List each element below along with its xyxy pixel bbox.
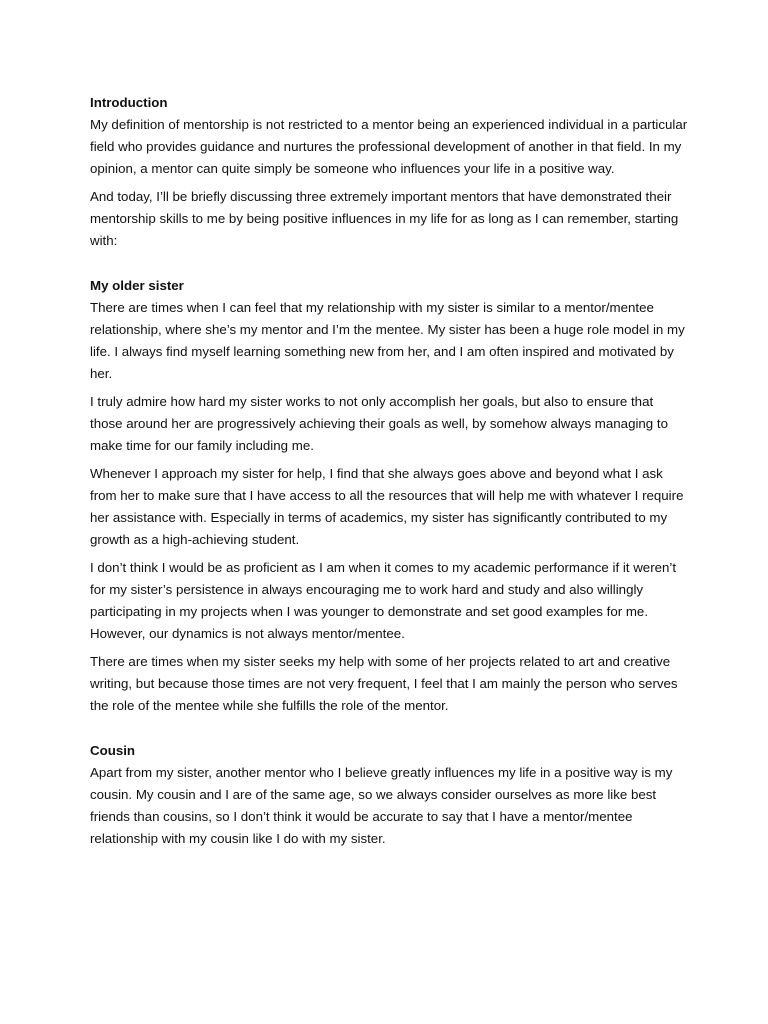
section-heading: My older sister: [90, 278, 184, 293]
paragraph: There are times when I can feel that my relationship with my sister is similar to a mentor/mentee relationship, where she’s my mentor and I’m the mentee. My sister has been a huge role model in my life. I always find myself learning something new from her, and I am often inspired and motivated by her.: [90, 300, 685, 381]
paragraph: I truly admire how hard my sister works to not only accomplish her goals, but also to ensure that those around her are progressively achieving their goals as well, by somehow always managing to make time for our family including me.: [90, 394, 668, 453]
section-cousin: [90, 740, 688, 850]
paragraph: And today, I’ll be briefly discussing three extremely important mentors that have demonstrated their mentorship skills to me by being positive influences in my life for as long as I can remember, starting with:: [90, 189, 679, 248]
section-older-sister: [90, 275, 688, 717]
paragraph: Whenever I approach my sister for help, I find that she always goes above and beyond what I ask from her to make sure that I have access to all the resources that will help me with whatever I require her assistance with. Especially in terms of academics, my sister has significantly contributed to my growth as a high-achieving student.: [90, 466, 684, 547]
section-heading: Cousin: [90, 743, 136, 758]
paragraph: I don’t think I would be as proficient as I am when it comes to my academic performance if it weren’t for my sister’s persistence in always encouraging me to work hard and study and also willingly participating in my projects when I was younger to demonstrate and set good examples for me. However, our dynamics is not always mentor/mentee.: [90, 560, 677, 641]
paragraph: There are times when my sister seeks my help with some of her projects related to art and creative writing, but because those times are not very frequent, I feel that I am mainly the person who serves the role of the mentee while she fulfills the role of the mentor.: [90, 654, 678, 713]
paragraph: My definition of mentorship is not restricted to a mentor being an experienced individual in a particular field who provides guidance and nurtures the professional development of another in that field. In my opinion, a mentor can quite simply be someone who influences your life in a positive way.: [90, 117, 688, 176]
section-introduction: [90, 92, 688, 252]
document-page: [90, 92, 688, 856]
section-heading: Introduction: [90, 95, 168, 110]
paragraph: Apart from my sister, another mentor who I believe greatly influences my life in a positive way is my cousin. My cousin and I are of the same age, so we always consider ourselves as more like best friends than cousins, so I don’t think it would be accurate to say that I have a mentor/mentee relationship with my cousin like I do with my sister.: [90, 765, 673, 846]
